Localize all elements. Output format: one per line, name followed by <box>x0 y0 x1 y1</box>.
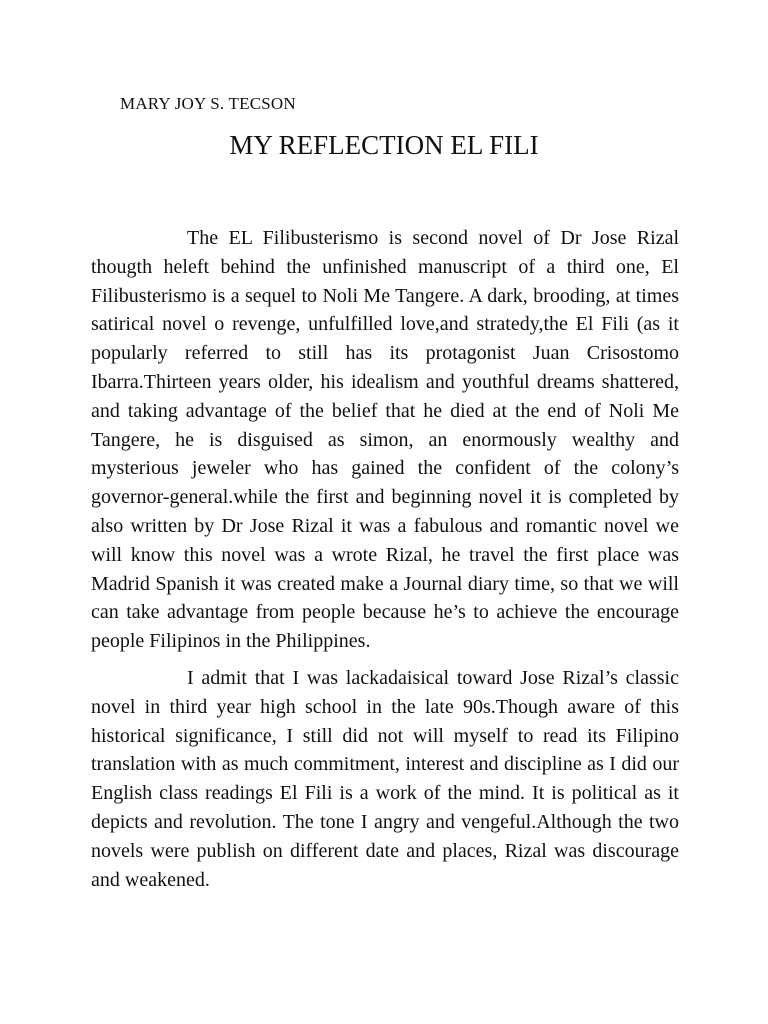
author-name: MARY JOY S. TECSON <box>120 94 296 113</box>
paragraph-2: I admit that I was lackadaisical toward Jose Rizal’s classic novel in third year high school in the late 90s.Though aware of this historical significance, I still did not will myself to read its Filipino translation with as much commitment, interest and discipline as I did our English class readings El Fili is a work of the mind. It is political as it depicts and revolution. The tone I angry and vengeful.Although the two novels were publish on different date and places, Rizal was discourage and weakened. <box>91 666 679 891</box>
page-title: MY REFLECTION EL FILI <box>229 130 539 160</box>
body-text <box>91 224 679 894</box>
paragraph-1: The EL Filibusterismo is second novel of Dr Jose Rizal thougth heleft behind the unfinished manuscript of a third one, El Filibusterismo is a sequel to Noli Me Tangere. A dark, brooding, at times satirical novel o revenge, unfulfilled love,and stratedy,the El Fili (as it popularly referred to still has its protagonist Juan Crisostomo Ibarra.Thirteen years older, his idealism and youthful dreams shattered, and taking advantage of the belief that he died at the end of Noli Me Tangere, he is disguised as simon, an enormously wealthy and mysterious jeweler who has gained the confident of the colony’s governor-general.while the first and beginning novel it is completed by also written by Dr Jose Rizal it was a fabulous and romantic novel we will know this novel was a wrote Rizal, he travel the first place was Madrid Spanish it was created make a Journal diary time, so that we will can take advantage from people because he’s to achieve the encourage people Filipinos in the Philippines. <box>91 227 679 653</box>
